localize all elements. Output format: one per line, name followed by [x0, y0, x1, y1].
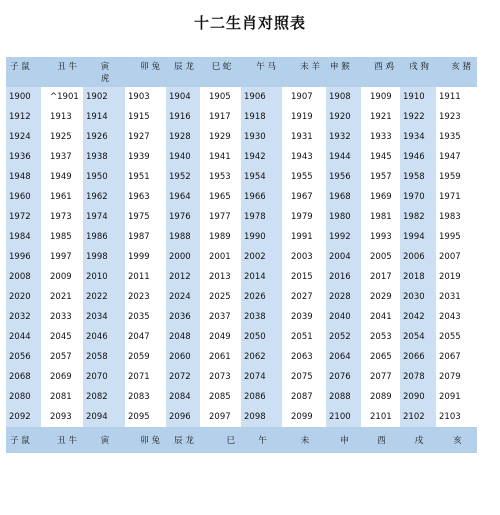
year-cell: 2051 — [282, 327, 326, 347]
year-cell: 1994 — [400, 227, 436, 247]
year-cell: 2049 — [200, 327, 241, 347]
footer-cell: 亥 — [436, 427, 477, 453]
year-cell: 2009 — [41, 267, 83, 287]
year-cell: 2101 — [361, 407, 400, 427]
year-cell: 1961 — [41, 187, 83, 207]
year-cell: 1976 — [166, 207, 200, 227]
year-cell: 2030 — [400, 287, 436, 307]
year-cell: 2054 — [400, 327, 436, 347]
year-cell: 2063 — [282, 347, 326, 367]
year-cell: 1920 — [326, 107, 361, 127]
year-cell: 2012 — [166, 267, 200, 287]
year-cell: 2015 — [282, 267, 326, 287]
year-cell: 1939 — [125, 147, 166, 167]
year-cell: 1930 — [241, 127, 282, 147]
year-cell: 1955 — [282, 167, 326, 187]
year-cell: 2075 — [282, 367, 326, 387]
year-cell: 1997 — [41, 247, 83, 267]
year-cell: 2058 — [83, 347, 125, 367]
year-cell: 2023 — [125, 287, 166, 307]
year-cell: 1907 — [282, 87, 326, 107]
year-cell: 1996 — [6, 247, 41, 267]
year-cell: 2003 — [282, 247, 326, 267]
year-cell: 2014 — [241, 267, 282, 287]
year-cell: 1982 — [400, 207, 436, 227]
year-cell: 1977 — [200, 207, 241, 227]
year-cell: 2047 — [125, 327, 166, 347]
year-cell: 1916 — [166, 107, 200, 127]
year-cell: 2028 — [326, 287, 361, 307]
year-cell: 2040 — [326, 307, 361, 327]
year-cell: 2094 — [83, 407, 125, 427]
header-cell: 丑 牛 — [41, 57, 83, 87]
year-cell: 2005 — [361, 247, 400, 267]
year-cell: 1984 — [6, 227, 41, 247]
year-cell: 2082 — [83, 387, 125, 407]
year-cell: 2011 — [125, 267, 166, 287]
year-cell: 2039 — [282, 307, 326, 327]
year-cell: 1947 — [436, 147, 477, 167]
year-cell: 2060 — [166, 347, 200, 367]
header-cell: 卯 兔 — [125, 57, 166, 87]
year-cell: 2079 — [436, 367, 477, 387]
year-cell: 2070 — [83, 367, 125, 387]
year-cell: 2006 — [400, 247, 436, 267]
year-cell: 1974 — [83, 207, 125, 227]
year-cell: 2078 — [400, 367, 436, 387]
year-cell: 1979 — [282, 207, 326, 227]
year-cell: 2021 — [41, 287, 83, 307]
year-cell: 1921 — [361, 107, 400, 127]
year-cell: 2064 — [326, 347, 361, 367]
year-cell: 1926 — [83, 127, 125, 147]
year-cell: 2073 — [200, 367, 241, 387]
year-cell: 1981 — [361, 207, 400, 227]
header-cell: 午 马 — [241, 57, 282, 87]
year-cell: 2091 — [436, 387, 477, 407]
year-cell: 1951 — [125, 167, 166, 187]
year-cell: 2016 — [326, 267, 361, 287]
year-cell: 2093 — [41, 407, 83, 427]
year-cell: 1908 — [326, 87, 361, 107]
year-cell: 1927 — [125, 127, 166, 147]
year-cell: 2052 — [326, 327, 361, 347]
year-cell: 1956 — [326, 167, 361, 187]
year-cell: 1944 — [326, 147, 361, 167]
year-cell: 2000 — [166, 247, 200, 267]
year-cell: 1988 — [166, 227, 200, 247]
year-cell: 1969 — [361, 187, 400, 207]
year-cell: 2099 — [282, 407, 326, 427]
year-cell: 2031 — [436, 287, 477, 307]
header-cell: 辰 龙 — [166, 57, 200, 87]
year-cell: 2033 — [41, 307, 83, 327]
header-cell: 申 猴 — [326, 57, 361, 87]
year-cell: 2010 — [83, 267, 125, 287]
year-cell: 2001 — [200, 247, 241, 267]
year-cell: 2084 — [166, 387, 200, 407]
footer-cell: 戌 — [400, 427, 436, 453]
year-cell: 2042 — [400, 307, 436, 327]
header-cell: 亥 猪 — [436, 57, 477, 87]
year-cell: ^1901 — [41, 87, 83, 107]
year-cell: 1932 — [326, 127, 361, 147]
footer-cell: 辰 龙 — [166, 427, 200, 453]
year-cell: 1923 — [436, 107, 477, 127]
year-cell: 2087 — [282, 387, 326, 407]
year-cell: 2027 — [282, 287, 326, 307]
year-cell: 1922 — [400, 107, 436, 127]
year-cell: 2008 — [6, 267, 41, 287]
year-cell: 2097 — [200, 407, 241, 427]
year-cell: 1950 — [83, 167, 125, 187]
year-cell: 1952 — [166, 167, 200, 187]
year-cell: 1967 — [282, 187, 326, 207]
year-cell: 1917 — [200, 107, 241, 127]
year-cell: 1993 — [361, 227, 400, 247]
year-cell: 1958 — [400, 167, 436, 187]
footer-cell: 巳 — [200, 427, 241, 453]
year-cell: 1998 — [83, 247, 125, 267]
footer-cell: 卯 兔 — [125, 427, 166, 453]
year-cell: 2037 — [200, 307, 241, 327]
year-cell: 1935 — [436, 127, 477, 147]
year-cell: 1938 — [83, 147, 125, 167]
year-cell: 1941 — [200, 147, 241, 167]
year-cell: 2102 — [400, 407, 436, 427]
year-cell: 2074 — [241, 367, 282, 387]
year-cell: 2035 — [125, 307, 166, 327]
page-title: 十二生肖对照表 — [193, 14, 306, 32]
header-cell: 酉 鸡 — [361, 57, 400, 87]
year-cell: 2069 — [41, 367, 83, 387]
year-cell: 1919 — [282, 107, 326, 127]
year-cell: 1975 — [125, 207, 166, 227]
year-cell: 2020 — [6, 287, 41, 307]
year-cell: 1909 — [361, 87, 400, 107]
year-cell: 2088 — [326, 387, 361, 407]
year-cell: 1964 — [166, 187, 200, 207]
year-cell: 2092 — [6, 407, 41, 427]
year-cell: 1980 — [326, 207, 361, 227]
year-cell: 2056 — [6, 347, 41, 367]
year-cell: 1992 — [326, 227, 361, 247]
year-cell: 1931 — [282, 127, 326, 147]
year-cell: 1904 — [166, 87, 200, 107]
year-cell: 2017 — [361, 267, 400, 287]
header-cell: 寅 虎 — [83, 57, 125, 87]
year-cell: 1966 — [241, 187, 282, 207]
footer-cell: 未 — [282, 427, 326, 453]
year-cell: 2071 — [125, 367, 166, 387]
year-cell: 1971 — [436, 187, 477, 207]
year-cell: 2048 — [166, 327, 200, 347]
year-cell: 1962 — [83, 187, 125, 207]
year-cell: 2061 — [200, 347, 241, 367]
year-cell: 1902 — [83, 87, 125, 107]
year-cell: 1918 — [241, 107, 282, 127]
year-cell: 2095 — [125, 407, 166, 427]
year-cell: 2038 — [241, 307, 282, 327]
year-cell: 2083 — [125, 387, 166, 407]
year-cell: 1913 — [41, 107, 83, 127]
year-cell: 2019 — [436, 267, 477, 287]
year-cell: 2085 — [200, 387, 241, 407]
year-cell: 1953 — [200, 167, 241, 187]
year-cell: 2086 — [241, 387, 282, 407]
year-cell: 1906 — [241, 87, 282, 107]
year-cell: 1968 — [326, 187, 361, 207]
year-cell: 1991 — [282, 227, 326, 247]
year-cell: 1970 — [400, 187, 436, 207]
year-cell: 2044 — [6, 327, 41, 347]
year-cell: 2002 — [241, 247, 282, 267]
year-cell: 1905 — [200, 87, 241, 107]
year-cell: 2076 — [326, 367, 361, 387]
year-cell: 1912 — [6, 107, 41, 127]
year-cell: 2032 — [6, 307, 41, 327]
year-cell: 1987 — [125, 227, 166, 247]
year-cell: 1945 — [361, 147, 400, 167]
year-cell: 1948 — [6, 167, 41, 187]
year-cell: 2055 — [436, 327, 477, 347]
year-cell: 2066 — [400, 347, 436, 367]
year-cell: 2059 — [125, 347, 166, 367]
year-cell: 1925 — [41, 127, 83, 147]
year-cell: 2050 — [241, 327, 282, 347]
footer-cell: 午 — [241, 427, 282, 453]
year-cell: 1989 — [200, 227, 241, 247]
year-cell: 1915 — [125, 107, 166, 127]
year-cell: 2098 — [241, 407, 282, 427]
year-cell: 2043 — [436, 307, 477, 327]
year-cell: 1928 — [166, 127, 200, 147]
year-cell: 2036 — [166, 307, 200, 327]
year-cell: 2068 — [6, 367, 41, 387]
year-cell: 2041 — [361, 307, 400, 327]
year-cell: 1936 — [6, 147, 41, 167]
year-cell: 2081 — [41, 387, 83, 407]
year-cell: 2046 — [83, 327, 125, 347]
year-cell: 2072 — [166, 367, 200, 387]
year-cell: 2022 — [83, 287, 125, 307]
footer-cell: 丑 牛 — [41, 427, 83, 453]
year-cell: 2100 — [326, 407, 361, 427]
year-cell: 2053 — [361, 327, 400, 347]
year-cell: 2026 — [241, 287, 282, 307]
year-cell: 2057 — [41, 347, 83, 367]
year-cell: 1940 — [166, 147, 200, 167]
year-cell: 1983 — [436, 207, 477, 227]
year-cell: 1965 — [200, 187, 241, 207]
footer-cell: 子 鼠 — [6, 427, 41, 453]
year-cell: 1900 — [6, 87, 41, 107]
year-cell: 2018 — [400, 267, 436, 287]
year-cell: 1957 — [361, 167, 400, 187]
year-cell: 2090 — [400, 387, 436, 407]
year-cell: 2065 — [361, 347, 400, 367]
year-cell: 1937 — [41, 147, 83, 167]
year-cell: 1942 — [241, 147, 282, 167]
year-cell: 1978 — [241, 207, 282, 227]
year-cell: 2007 — [436, 247, 477, 267]
year-cell: 1990 — [241, 227, 282, 247]
year-cell: 2096 — [166, 407, 200, 427]
year-cell: 1946 — [400, 147, 436, 167]
header-cell: 戌 狗 — [400, 57, 436, 87]
year-cell: 2080 — [6, 387, 41, 407]
year-cell: 1949 — [41, 167, 83, 187]
year-cell: 2077 — [361, 367, 400, 387]
footer-cell: 酉 — [361, 427, 400, 453]
year-cell: 2013 — [200, 267, 241, 287]
year-cell: 2034 — [83, 307, 125, 327]
zodiac-table — [6, 57, 477, 453]
year-cell: 1986 — [83, 227, 125, 247]
year-cell: 2067 — [436, 347, 477, 367]
year-cell: 2024 — [166, 287, 200, 307]
header-cell: 未 羊 — [282, 57, 326, 87]
year-cell: 1995 — [436, 227, 477, 247]
year-cell: 2103 — [436, 407, 477, 427]
year-cell: 1985 — [41, 227, 83, 247]
year-cell: 2029 — [361, 287, 400, 307]
year-cell: 1929 — [200, 127, 241, 147]
year-cell: 1959 — [436, 167, 477, 187]
year-cell: 1963 — [125, 187, 166, 207]
year-cell: 2062 — [241, 347, 282, 367]
footer-cell: 寅 — [83, 427, 125, 453]
year-cell: 1943 — [282, 147, 326, 167]
footer-cell: 申 — [326, 427, 361, 453]
year-cell: 1924 — [6, 127, 41, 147]
year-cell: 2045 — [41, 327, 83, 347]
year-cell: 1999 — [125, 247, 166, 267]
year-cell: 1933 — [361, 127, 400, 147]
year-cell: 1972 — [6, 207, 41, 227]
year-cell: 2004 — [326, 247, 361, 267]
year-cell: 1973 — [41, 207, 83, 227]
header-cell: 子 鼠 — [6, 57, 41, 87]
year-cell: 2089 — [361, 387, 400, 407]
year-cell: 1954 — [241, 167, 282, 187]
year-cell: 2025 — [200, 287, 241, 307]
year-cell: 1914 — [83, 107, 125, 127]
year-cell: 1910 — [400, 87, 436, 107]
header-cell: 巳 蛇 — [200, 57, 241, 87]
year-cell: 1934 — [400, 127, 436, 147]
year-cell: 1911 — [436, 87, 477, 107]
year-cell: 1960 — [6, 187, 41, 207]
year-cell: 1903 — [125, 87, 166, 107]
